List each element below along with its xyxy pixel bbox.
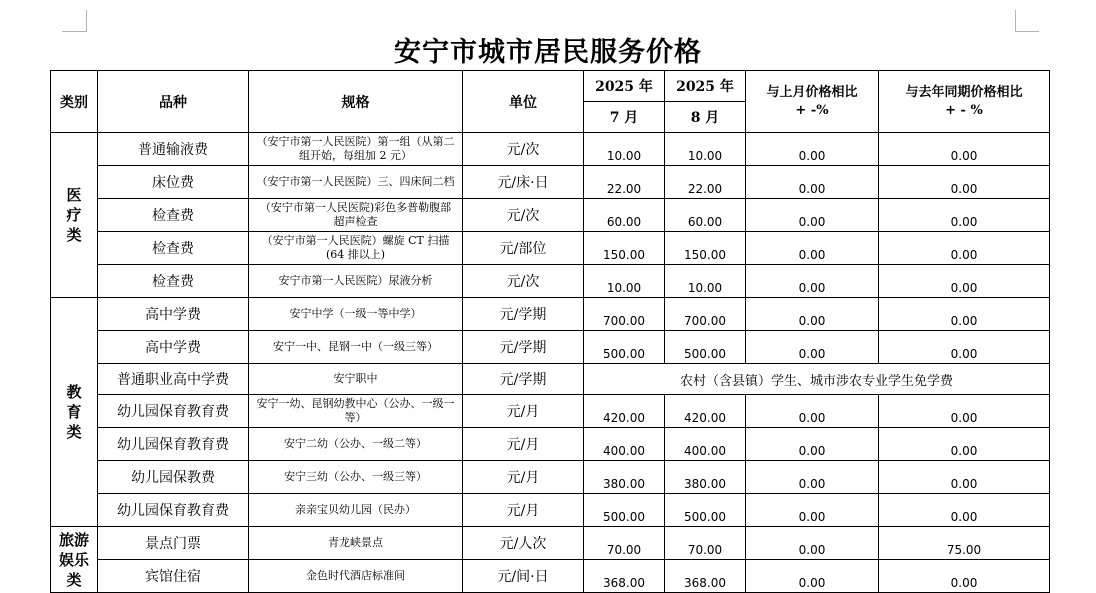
spec-cell: 安宁职中 — [249, 364, 463, 395]
mom-cell: 0.00 — [746, 527, 879, 560]
july-price-cell: 60.00 — [584, 199, 665, 232]
header-mom-line1: 与上月价格相比 — [766, 84, 858, 100]
item-cell: 普通职业高中学费 — [98, 364, 249, 395]
unit-cell: 元/月 — [463, 395, 584, 428]
yoy-cell: 0.00 — [879, 166, 1050, 199]
item-cell: 幼儿园保育教育费 — [98, 494, 249, 527]
category-char: 类 — [66, 226, 82, 244]
mom-cell: 0.00 — [746, 560, 879, 593]
header-category: 类别 — [51, 71, 98, 133]
item-cell: 检查费 — [98, 232, 249, 265]
mom-cell: 0.00 — [746, 298, 879, 331]
yoy-cell: 0.00 — [879, 428, 1050, 461]
category-char: 教 — [66, 383, 82, 401]
item-cell: 幼儿园保育教育费 — [98, 428, 249, 461]
spec-cell: 安宁三幼（公办、一级三等） — [249, 461, 463, 494]
july-price-cell: 500.00 — [584, 494, 665, 527]
header-item: 品种 — [98, 71, 249, 133]
table-row — [51, 331, 1050, 364]
table-row — [51, 265, 1050, 298]
yoy-cell: 0.00 — [879, 494, 1050, 527]
table-row — [51, 232, 1050, 265]
mom-cell: 0.00 — [746, 133, 879, 166]
category-char: 旅游 — [58, 530, 89, 549]
july-price-cell: 500.00 — [584, 331, 665, 364]
mom-cell: 0.00 — [746, 166, 879, 199]
yoy-cell: 0.00 — [879, 560, 1050, 593]
july-price-cell: 700.00 — [584, 298, 665, 331]
header-mom-line2: + -% — [795, 102, 829, 118]
page-corner-mark — [1015, 10, 1016, 32]
aug-price-cell: 420.00 — [665, 395, 746, 428]
spec-cell: 金色时代酒店标准间 — [249, 560, 463, 593]
yoy-cell: 0.00 — [879, 199, 1050, 232]
aug-price-cell: 10.00 — [665, 133, 746, 166]
exemption-note: 农村（含县镇）学生、城市涉农专业学生免学费 — [584, 364, 1050, 395]
july-price-cell: 10.00 — [584, 133, 665, 166]
july-price-cell: 368.00 — [584, 560, 665, 593]
item-cell: 检查费 — [98, 199, 249, 232]
category-tourism — [51, 527, 98, 593]
table-row — [51, 395, 1050, 428]
item-cell: 高中学费 — [98, 298, 249, 331]
spec-cell: （安宁市第一人民医院）螺旋 CT 扫描(64 排以上) — [249, 232, 463, 265]
spec-cell: 亲亲宝贝幼儿园（民办） — [249, 494, 463, 527]
july-price-cell: 150.00 — [584, 232, 665, 265]
category-education — [51, 298, 98, 527]
aug-price-cell: 70.00 — [665, 527, 746, 560]
july-price-cell: 380.00 — [584, 461, 665, 494]
header-yoy-line2: + - % — [945, 102, 983, 118]
july-price-cell: 70.00 — [584, 527, 665, 560]
aug-price-cell: 10.00 — [665, 265, 746, 298]
unit-cell: 元/间·日 — [463, 560, 584, 593]
aug-price-cell: 150.00 — [665, 232, 746, 265]
table-row — [51, 527, 1050, 560]
unit-cell: 元/次 — [463, 133, 584, 166]
header-mom — [746, 71, 879, 133]
header-month1-year: 2025 年 — [584, 71, 665, 102]
header-month1: 7 月 — [584, 102, 665, 133]
unit-cell: 元/月 — [463, 494, 584, 527]
aug-price-cell: 400.00 — [665, 428, 746, 461]
category-char: 疗 — [66, 206, 82, 224]
yoy-cell: 0.00 — [879, 133, 1050, 166]
item-cell: 检查费 — [98, 265, 249, 298]
header-yoy-line1: 与去年同期价格相比 — [905, 84, 1023, 100]
mom-cell: 0.00 — [746, 331, 879, 364]
item-cell: 宾馆住宿 — [98, 560, 249, 593]
table-row — [51, 133, 1050, 166]
item-cell: 幼儿园保育教育费 — [98, 395, 249, 428]
unit-cell: 元/学期 — [463, 364, 584, 395]
aug-price-cell: 22.00 — [665, 166, 746, 199]
unit-cell: 元/月 — [463, 428, 584, 461]
spec-cell: 青龙峡景点 — [249, 527, 463, 560]
table-row — [51, 560, 1050, 593]
mom-cell: 0.00 — [746, 494, 879, 527]
header-unit: 单位 — [463, 71, 584, 133]
unit-cell: 元/床·日 — [463, 166, 584, 199]
yoy-cell: 0.00 — [879, 461, 1050, 494]
spec-cell: （安宁市第一人民医院）第一组（从第二组开始，每组加 2 元） — [249, 133, 463, 166]
category-char: 类 — [66, 423, 82, 441]
header-month2: 8 月 — [665, 102, 746, 133]
category-char: 医 — [66, 186, 82, 204]
spec-cell: 安宁二幼（公办、一级二等） — [249, 428, 463, 461]
aug-price-cell: 380.00 — [665, 461, 746, 494]
mom-cell: 0.00 — [746, 461, 879, 494]
spec-cell: 安宁中学（一级一等中学） — [249, 298, 463, 331]
unit-cell: 元/学期 — [463, 331, 584, 364]
spec-cell: 安宁一中、昆钢一中（一级三等） — [249, 331, 463, 364]
yoy-cell: 75.00 — [879, 527, 1050, 560]
yoy-cell: 0.00 — [879, 331, 1050, 364]
price-table — [50, 70, 1050, 593]
table-row — [51, 494, 1050, 527]
unit-cell: 元/人次 — [463, 527, 584, 560]
aug-price-cell: 60.00 — [665, 199, 746, 232]
table-row — [51, 199, 1050, 232]
july-price-cell: 420.00 — [584, 395, 665, 428]
header-month2-year: 2025 年 — [665, 71, 746, 102]
header-spec: 规格 — [249, 71, 463, 133]
yoy-cell: 0.00 — [879, 395, 1050, 428]
unit-cell: 元/部位 — [463, 232, 584, 265]
spec-cell: 安宁一幼、昆钢幼教中心（公办、一级一等） — [249, 395, 463, 428]
spec-cell: （安宁市第一人民医院)彩色多普勒腹部超声检查 — [249, 199, 463, 232]
july-price-cell: 10.00 — [584, 265, 665, 298]
unit-cell: 元/学期 — [463, 298, 584, 331]
table-row — [51, 364, 1050, 395]
aug-price-cell: 500.00 — [665, 331, 746, 364]
header-yoy — [879, 71, 1050, 133]
category-char: 类 — [66, 570, 82, 589]
item-cell: 床位费 — [98, 166, 249, 199]
aug-price-cell: 368.00 — [665, 560, 746, 593]
yoy-cell: 0.00 — [879, 265, 1050, 298]
category-medical — [51, 133, 98, 298]
table-row — [51, 428, 1050, 461]
mom-cell: 0.00 — [746, 232, 879, 265]
item-cell: 幼儿园保教费 — [98, 461, 249, 494]
mom-cell: 0.00 — [746, 428, 879, 461]
spec-cell: （安宁市第一人民医院）三、四床间二档 — [249, 166, 463, 199]
item-cell: 普通输液费 — [98, 133, 249, 166]
unit-cell: 元/次 — [463, 265, 584, 298]
yoy-cell: 0.00 — [879, 232, 1050, 265]
spec-cell: 安宁市第一人民医院）尿液分析 — [249, 265, 463, 298]
unit-cell: 元/次 — [463, 199, 584, 232]
mom-cell: 0.00 — [746, 199, 879, 232]
aug-price-cell: 500.00 — [665, 494, 746, 527]
mom-cell: 0.00 — [746, 395, 879, 428]
table-row — [51, 166, 1050, 199]
table-row — [51, 298, 1050, 331]
table-row — [51, 461, 1050, 494]
category-char: 育 — [66, 403, 82, 421]
page-corner-mark — [86, 10, 87, 32]
item-cell: 景点门票 — [98, 527, 249, 560]
page-title: 安宁市城市居民服务价格 — [394, 37, 702, 68]
category-char: 娱乐 — [58, 550, 89, 569]
item-cell: 高中学费 — [98, 331, 249, 364]
july-price-cell: 22.00 — [584, 166, 665, 199]
yoy-cell: 0.00 — [879, 298, 1050, 331]
mom-cell: 0.00 — [746, 265, 879, 298]
unit-cell: 元/月 — [463, 461, 584, 494]
aug-price-cell: 700.00 — [665, 298, 746, 331]
july-price-cell: 400.00 — [584, 428, 665, 461]
